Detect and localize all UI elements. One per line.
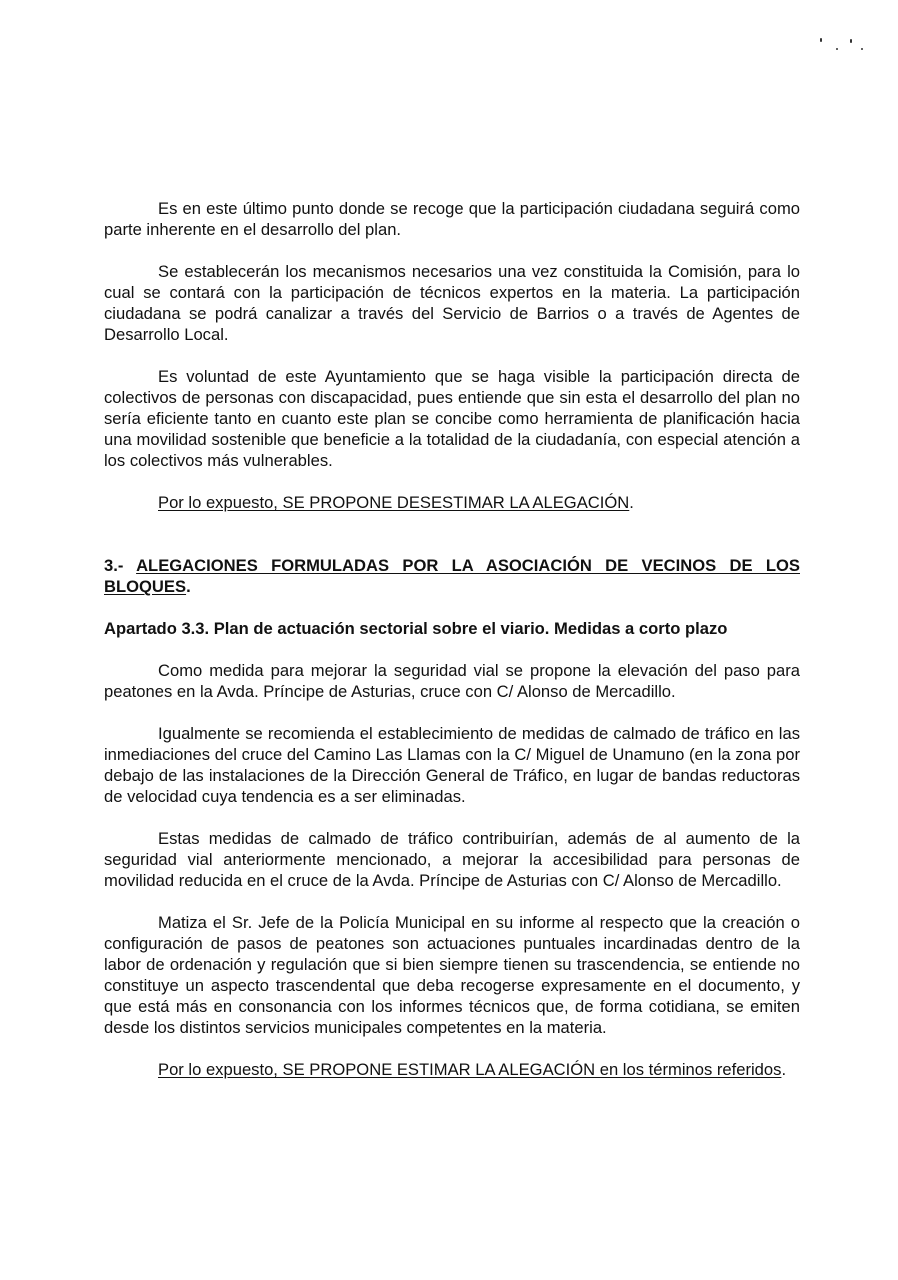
paragraph-road-safety: Como medida para mejorar la seguridad vial se propone la elevación del paso para peatones en la Avda. Príncipe de Asturias, cruce con C/ Alonso de Mercadillo. xyxy=(104,661,800,701)
subsection-heading: Apartado 3.3. Plan de actuación sectorial sobre el viario. Medidas a corto plazo xyxy=(104,619,728,638)
scan-marks xyxy=(800,34,870,54)
section-title-period: . xyxy=(186,577,191,596)
proposal-accept xyxy=(104,1059,800,1080)
paragraph-commission-mechanisms: Se establecerán los mecanismos necesarios una vez constituida la Comisión, para lo cual se contará con la participación de técnicos expertos en la materia. La participación ciudadana se podrá canalizar a través del Servicio de Barrios o a través de Agentes de Desarrollo Local. xyxy=(104,262,800,344)
section-number: 3.- xyxy=(104,556,124,575)
scan-mark xyxy=(820,38,822,42)
paragraph-accessibility: Estas medidas de calmado de tráfico contribuirían, además de al aumento de la seguridad vial anteriormente mencionado, a mejorar la accesibilidad para personas de movilidad reducida en el cruce de la Avda. Príncipe de Asturias con C/ Alonso de Mercadillo. xyxy=(104,829,800,890)
paragraph-police-report: Matiza el Sr. Jefe de la Policía Municipal en su informe al respecto que la creación o configuración de pasos de peatones son actuaciones puntuales incardinadas dentro de la labor de ordenación y regulación que si bien siempre tienen su trascendencia, se entiende no constituye un aspecto trascendental que deba recogerse expresamente en el documento, y que está más en consonancia con los informes técnicos que, de forma cotidiana, se emiten desde los distintos servicios municipales competentes en la materia. xyxy=(104,913,800,1037)
proposal-accept-period: . xyxy=(781,1060,787,1079)
proposal-dismiss xyxy=(104,492,800,513)
proposal-accept-text: Por lo expuesto, SE PROPONE ESTIMAR LA ALEGACIÓN en los términos referidos xyxy=(158,1060,782,1079)
scan-mark xyxy=(836,48,838,50)
section-heading-3 xyxy=(104,555,800,597)
document-body xyxy=(104,198,800,1080)
paragraph-disability-collectives: Es voluntad de este Ayuntamiento que se haga visible la participación directa de colectivos de personas con discapacidad, pues entiende que sin esta el desarrollo del plan no sería eficiente tanto en cuanto este plan se concibe como herramienta de planificación hacia una movilidad sostenible que beneficie a la totalidad de la ciudadanía, con especial atención a los colectivos más vulnerables. xyxy=(104,367,800,470)
scan-mark xyxy=(850,39,852,43)
paragraph-participation-plan: Es en este último punto donde se recoge que la participación ciudadana seguirá como parte inherente en el desarrollo del plan. xyxy=(104,199,800,239)
proposal-dismiss-text: Por lo expuesto, SE PROPONE DESESTIMAR LA ALEGACIÓN xyxy=(158,493,630,512)
scan-mark xyxy=(861,48,863,50)
section-title: ALEGACIONES FORMULADAS POR LA ASOCIACIÓN DE VECINOS DE LOS BLOQUES xyxy=(104,556,800,596)
proposal-dismiss-period: . xyxy=(629,493,634,512)
paragraph-traffic-calming: Igualmente se recomienda el establecimiento de medidas de calmado de tráfico en las inmediaciones del cruce del Camino Las Llamas con la C/ Miguel de Unamuno (en la zona por debajo de las instalaciones de la Dirección General de Tráfico, en lugar de bandas reductoras de velocidad cuya tendencia es a ser eliminadas. xyxy=(104,724,800,806)
